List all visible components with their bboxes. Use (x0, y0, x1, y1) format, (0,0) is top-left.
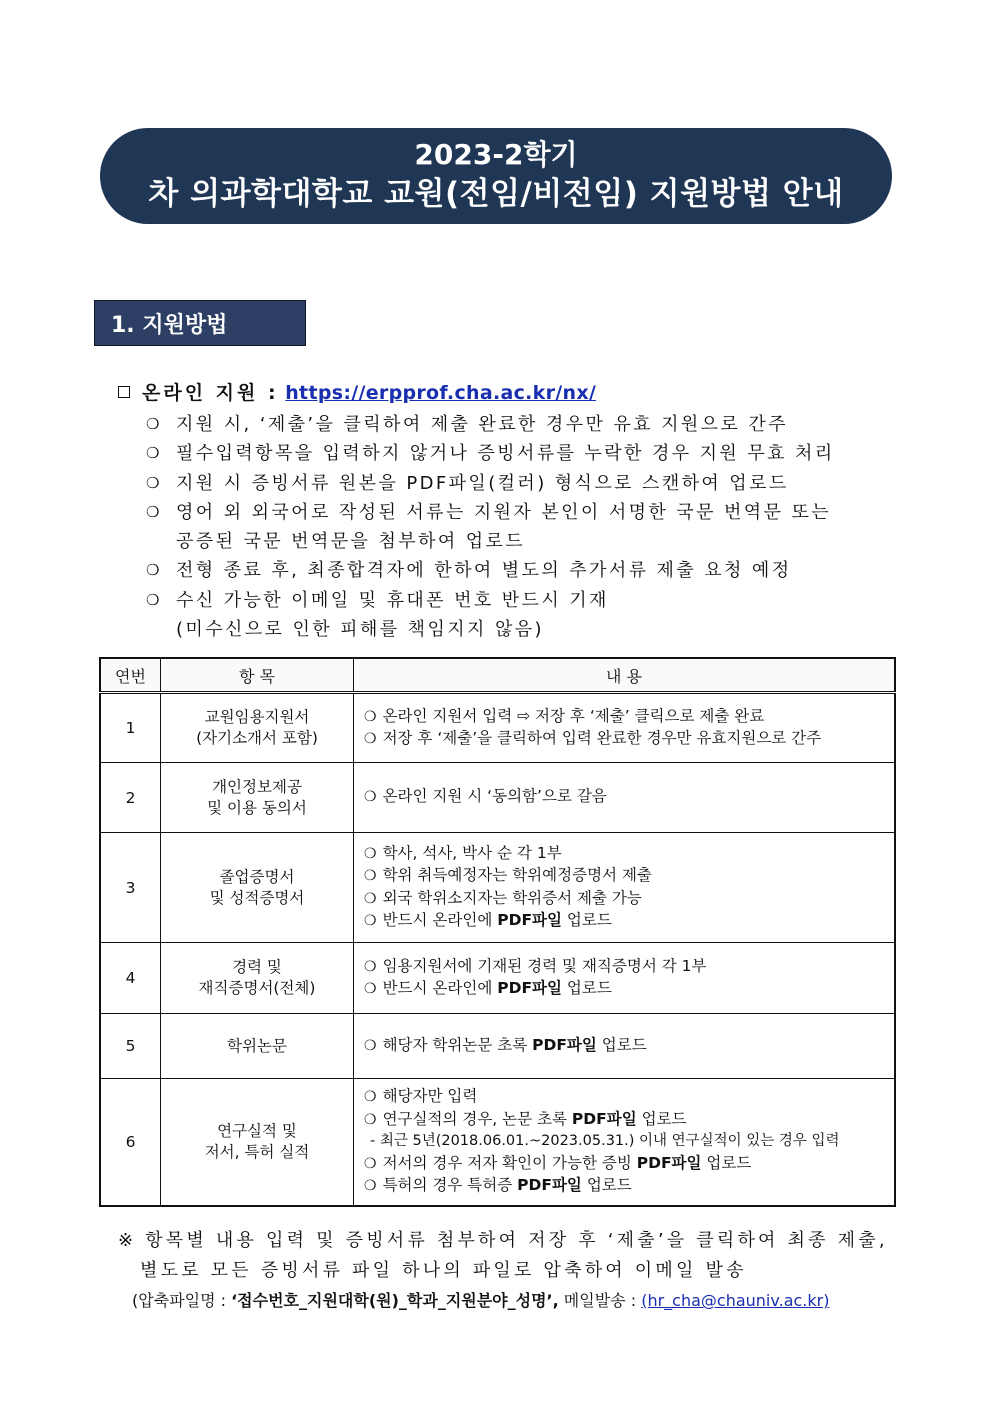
email-link[interactable]: (hr_cha@chauniv.ac.kr) (641, 1291, 830, 1310)
bullet-item: ❍ 수신 가능한 이메일 및 휴대폰 번호 반드시 기재 (146, 586, 876, 615)
bullet-item: ❍ 지원 시, ‘제출’을 클릭하여 제출 완료한 경우만 유효 지원으로 간주 (146, 410, 876, 439)
bullet-continuation: 공증된 국문 번역문을 첨부하여 업로드 (176, 531, 526, 553)
bullet-item: ❍ 필수입력항목을 입력하지 않거나 증빙서류를 누락한 경우 지원 무효 처리 (146, 439, 876, 468)
table-row: 4 경력 및 재직증명서(전체) ❍ 임용지원서에 기재된 경력 및 재직증명서 각 1부 ❍ 반드시 온라인에 PDF파일 업로드 (100, 943, 895, 1014)
reference-mark: ※ (118, 1230, 137, 1251)
table-row: 3 졸업증명서 및 성적증명서 ❍ 학사, 석사, 박사 순 각 1부 ❍ 학위 취득예정자는 학위예정증명서 제출 ❍ 외국 학위소지자는 학위증서 제출 가능 ❍ 반드시 온라인에 PDF파일 업로드 (100, 833, 895, 943)
bullet-list (146, 410, 876, 644)
title-line2: 차 의과학대학교 교원(전임/비전임) 지원방법 안내 (148, 176, 844, 212)
bullet-item: ❍ 전형 종료 후, 최종합격자에 한하여 별도의 추가서류 제출 요청 예정 (146, 556, 876, 585)
table-header-row (100, 658, 895, 693)
table-row: 6 연구실적 및 저서, 특허 실적 ❍ 해당자만 입력 ❍ 연구실적의 경우, 논문 초록 PDF파일 업로드 - 최근 5년(2018.06.01.~2023.05.31.) 이내 연구실적이 있는 경우 입력 ❍ 저서의 경우 저자 확인이 가능한 증빙 PDF파일 업로드 ❍ 특허의 경우 특허증 PDF파일 업로드 (100, 1079, 895, 1206)
table-row: 5 학위논문 ❍ 해당자 학위논문 초록 PDF파일 업로드 (100, 1014, 895, 1079)
circle-bullet-icon: ❍ (146, 473, 162, 492)
checkbox-square-icon (118, 386, 130, 398)
requirements-table (99, 657, 896, 1207)
circle-bullet-icon: ❍ (146, 444, 162, 463)
header-content: 내 용 (354, 658, 896, 693)
circle-bullet-icon: ❍ (146, 561, 162, 580)
online-label: 온라인 지원 : (142, 382, 279, 404)
title-banner (100, 128, 892, 224)
bullet-item: ❍ 지원 시 증빙서류 원본을 PDF파일(컬러) 형식으로 스캔하여 업로드 (146, 469, 876, 498)
zip-filename-line: (압축파일명 : ‘접수번호_지원대학(원)_학과_지원분야_성명’, 메일발송 : (hr_cha@chauniv.ac.kr) (132, 1291, 830, 1310)
bullet-continuation: (미수신으로 인한 피해를 책임지지 않음) (176, 619, 544, 641)
bullet-item: ❍ 영어 외 외국어로 작성된 서류는 지원자 본인이 서명한 국문 번역문 또는 (146, 498, 876, 527)
table-row: 1 교원임용지원서 (자기소개서 포함) ❍ 온라인 지원서 입력 ⇨ 저장 후 ‘제출’ 클릭으로 제출 완료 ❍ 저장 후 ‘제출’을 클릭하여 입력 완료한 경우만 유효지원으로 간주 (100, 693, 895, 763)
apply-url-link[interactable]: https://erpprof.cha.ac.kr/nx/ (285, 382, 597, 404)
footer-note: ※ 항목별 내용 입력 및 증빙서류 첨부하여 저장 후 ‘제출’을 클릭하여 최종 제출, 별도로 모든 증빙서류 파일 하나의 파일로 압축하여 이메일 발송 (압축파일명 : ‘접수번호_지원대학(원)_학과_지원분야_성명’, 메일발송 : (hr_cha@chauniv.ac.kr) (118, 1226, 888, 1317)
header-item: 항 목 (161, 658, 354, 693)
online-apply-line (118, 378, 596, 405)
circle-bullet-icon: ❍ (146, 502, 162, 521)
header-num: 연번 (100, 658, 161, 693)
table-row: 2 개인정보제공 및 이용 동의서 ❍ 온라인 지원 시 ‘동의함’으로 갈음 (100, 763, 895, 833)
circle-bullet-icon: ❍ (146, 415, 162, 433)
circle-bullet-icon: ❍ (146, 590, 162, 609)
title-line1: 2023-2학기 (414, 138, 578, 171)
section-heading: 1. 지원방법 (94, 300, 306, 346)
